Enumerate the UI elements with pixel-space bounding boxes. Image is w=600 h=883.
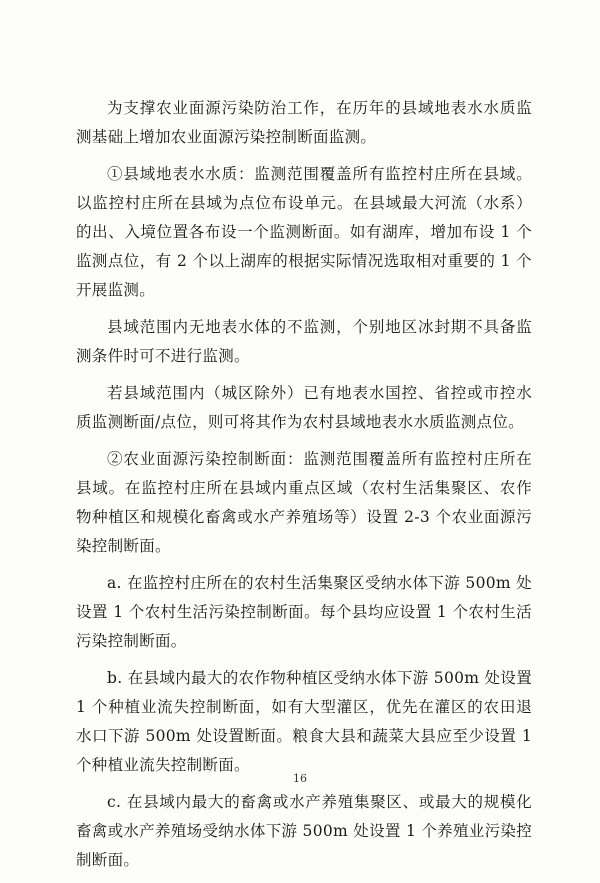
paragraph-item-b: b. 在县域内最大的农作物种植区受纳水体下游 500m 处设置 1 个种植业流失控制断面，如有大型灌区，优先在灌区的农田退水口下游 500m 处设置断面。粮食大县和蔬菜大县应至少设置 1 个种植业流失控制断面。 — [76, 669, 532, 774]
paragraph-item-a: a. 在监控村庄所在的农村生活集聚区受纳水体下游 500m 处设置 1 个农村生活污染控制断面。每个县均应设置 1 个农村生活污染控制断面。 — [76, 574, 532, 650]
page-number: 16 — [293, 772, 307, 785]
paragraph-item-c: c. 在县域内最大的畜禽或水产养殖集聚区、或最大的规模化畜禽或水产养殖场受纳水体下游 500m 处设置 1 个养殖业污染控制断面。 — [76, 793, 532, 869]
paragraph-county-water-quality: ①县域地表水水质：监测范围覆盖所有监控村庄所在县域。以监控村庄所在县域为点位布设单元。在县域最大河流（水系）的出、入境位置各布设一个监测断面。如有湖库，增加布设 1 个监测点位，有 2 个以上湖库的根据实际情况选取相对重要的 1 个开展监测。 — [76, 165, 532, 299]
paragraph-no-water-body: 县域范围内无地表水体的不监测，个别地区冰封期不具备监测条件时可不进行监测。 — [76, 318, 532, 365]
body-text — [76, 94, 532, 883]
paragraph-nonpoint-control: ②农业面源污染控制断面：监测范围覆盖所有监控村庄所在县域。在监控村庄所在县域内重点区域（农村生活集聚区、农作物种植区和规模化畜禽或水产养殖场等）设置 2-3 个农业面源污染控制断面。 — [76, 450, 532, 555]
paragraph-intro: 为支撑农业面源污染防治工作，在历年的县域地表水水质监测基础上增加农业面源污染控制断面监测。 — [76, 99, 532, 146]
paragraph-existing-sections: 若县域范围内（城区除外）已有地表水国控、省控或市控水质监测断面/点位，则可将其作为农村县域地表水水质监测点位。 — [76, 384, 532, 431]
